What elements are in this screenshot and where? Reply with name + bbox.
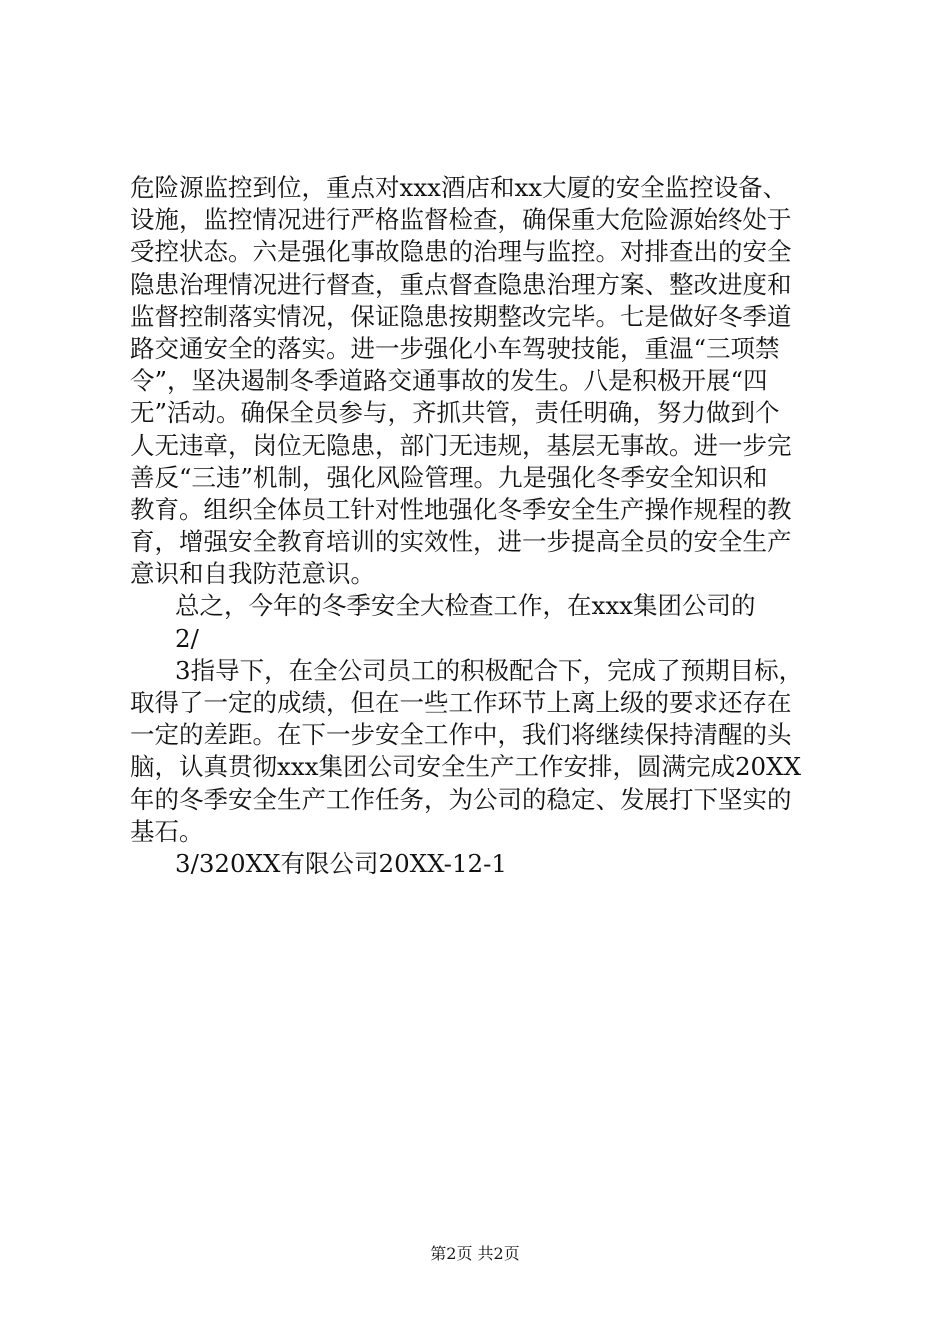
body-line: 隐患治理情况进行督查，重点督查隐患治理方案、整改进度和 (130, 269, 792, 299)
body-line: 育，增强安全教育培训的实效性，进一步提高全员的安全生产 (130, 527, 792, 557)
page-footer: 第2页 共2页 (430, 1244, 520, 1263)
body-line: 善反“三违”机制，强化风险管理。九是强化冬季安全知识和 (130, 462, 768, 492)
body-line: 设施，监控情况进行严格监督检查，确保重大危险源始终处于 (130, 205, 792, 235)
body-line: 受控状态。六是强化事故隐患的治理与监控。对排查出的安全 (130, 237, 792, 267)
body-line: 监督控制落实情况，保证隐患按期整改完毕。七是做好冬季道 (130, 301, 792, 331)
body-line: 基石。 (130, 816, 204, 846)
document-body (130, 172, 830, 880)
body-line: 一定的差距。在下一步安全工作中，我们将继续保持清醒的头 (130, 720, 792, 750)
signature-line: 3/320XX有限公司20XX-12-1 (175, 848, 507, 878)
body-line: 无”活动。确保全员参与，齐抓共管，责任明确，努力做到个 (130, 398, 780, 428)
body-line: 取得了一定的成绩，但在一些工作环节上离上级的要求还存在 (130, 688, 792, 717)
body-line: 危险源监控到位，重点对xxx酒店和xx大厦的安全监控设备、 (130, 173, 788, 202)
body-line: 意识和自我防范意识。 (130, 559, 375, 589)
body-line: 脑，认真贯彻xxx集团公司安全生产工作安排，圆满完成20XX (130, 752, 802, 782)
body-line: 路交通安全的落实。进一步强化小车驾驶技能，重温“三项禁 (130, 333, 780, 363)
paragraph-start-line: 3指导下，在全公司员工的积极配合下，完成了预期目标， (175, 655, 804, 685)
body-line: 教育。组织全体员工针对性地强化冬季安全生产操作规程的教 (130, 494, 792, 524)
page-marker-line: 2/ (175, 623, 199, 653)
body-line: 令”，坚决遏制冬季道路交通事故的发生。八是积极开展“四 (130, 366, 768, 396)
paragraph-start-line: 总之，今年的冬季安全大检查工作，在xxx集团公司的 (175, 591, 756, 621)
body-line: 人无违章，岗位无隐患，部门无违规，基层无事故。进一步完 (130, 430, 792, 460)
body-line: 年的冬季安全生产工作任务，为公司的稳定、发展打下坚实的 (130, 784, 792, 814)
